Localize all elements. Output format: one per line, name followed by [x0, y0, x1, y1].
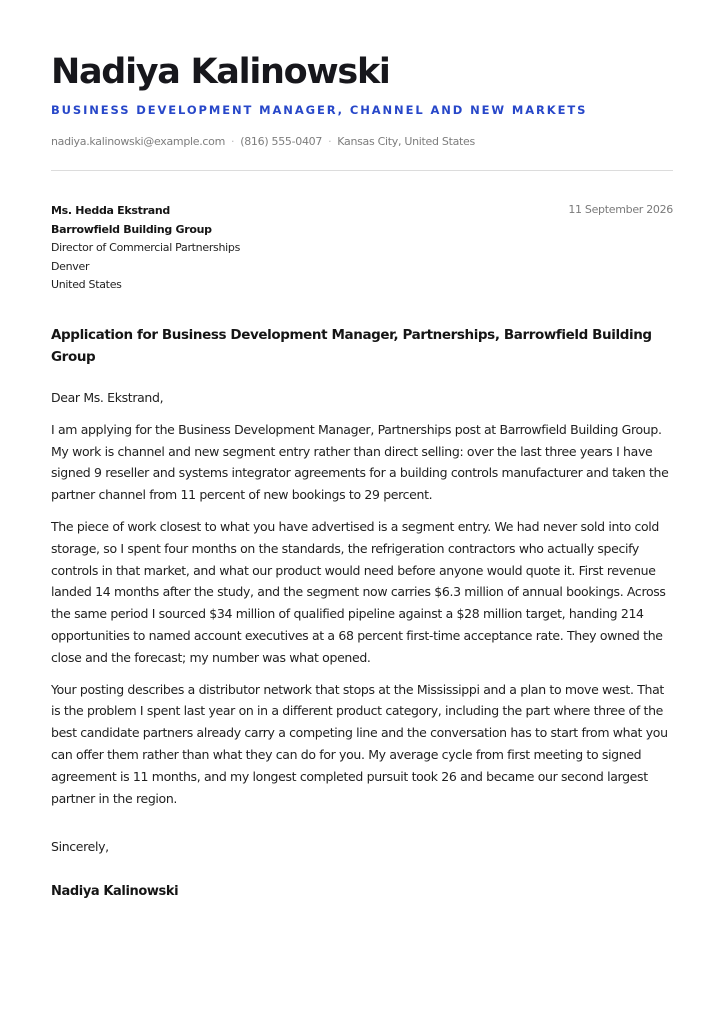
recipient-city: Denver [51, 259, 90, 273]
contact-separator: · [231, 135, 235, 148]
contact-separator: · [328, 135, 332, 148]
letter-paragraph: I am applying for the Business Development Manager, Partnerships post at Barrowfield Building Group. My work is channel and new segment entry rather than direct selling: over the last three years I have signed 9 reseller and systems integrator agreements for a building controls manufacturer and taken the partner channel from 11 percent of new bookings to 29 percent. [51, 421, 669, 503]
applicant-role: BUSINESS DEVELOPMENT MANAGER, CHANNEL AND NEW MARKETS [51, 103, 588, 117]
letter-paragraph: The piece of work closest to what you have advertised is a segment entry. We had never sold into cold storage, so I spent four months on the standards, the refrigeration contractors who actually specify controls in that market, and what our product would need before anyone would quote it. First revenue landed 14 months after the study, and the segment now carries $6.3 million of annual bookings. Across the same period I sourced $34 million of qualified pipeline against a $28 million target, handing 214 opportunities to named account executives at a 68 percent first-time acceptance rate. They owned the close and the forecast; my number was what opened. [51, 518, 666, 665]
header-divider [51, 170, 673, 171]
recipient-block [51, 202, 240, 295]
letter-greeting: Dear Ms. Ekstrand, [51, 390, 164, 405]
letter-closing: Sincerely, [51, 839, 109, 854]
contact-line [51, 134, 475, 150]
applicant-name: Nadiya Kalinowski [51, 52, 390, 92]
letter-paragraph: Your posting describes a distributor network that stops at the Mississippi and a plan to move west. That is the problem I spent last year on in a different product category, including the part where three of the best candidate partners already carry a competing line and the conversation has to start from what you can offer them rather than what they can do for you. My average cycle from first meeting to signed agreement is 11 months, and my longest completed pursuit took 26 and became our second largest partner in the region. [51, 681, 668, 806]
letter-subject: Application for Business Development Manager, Partnerships, Barrowfield Building Group [51, 327, 652, 365]
letter-date: 11 September 2026 [568, 203, 673, 216]
letter-body [51, 387, 673, 819]
contact-phone: (816) 555-0407 [240, 135, 323, 148]
recipient-name: Ms. Hedda Ekstrand [51, 204, 170, 217]
contact-location: Kansas City, United States [337, 135, 475, 148]
contact-email: nadiya.kalinowski@example.com [51, 135, 226, 148]
letter-signature: Nadiya Kalinowski [51, 884, 179, 899]
recipient-company: Barrowfield Building Group [51, 222, 212, 236]
recipient-title: Director of Commercial Partnerships [51, 241, 241, 255]
recipient-country: United States [51, 278, 122, 292]
